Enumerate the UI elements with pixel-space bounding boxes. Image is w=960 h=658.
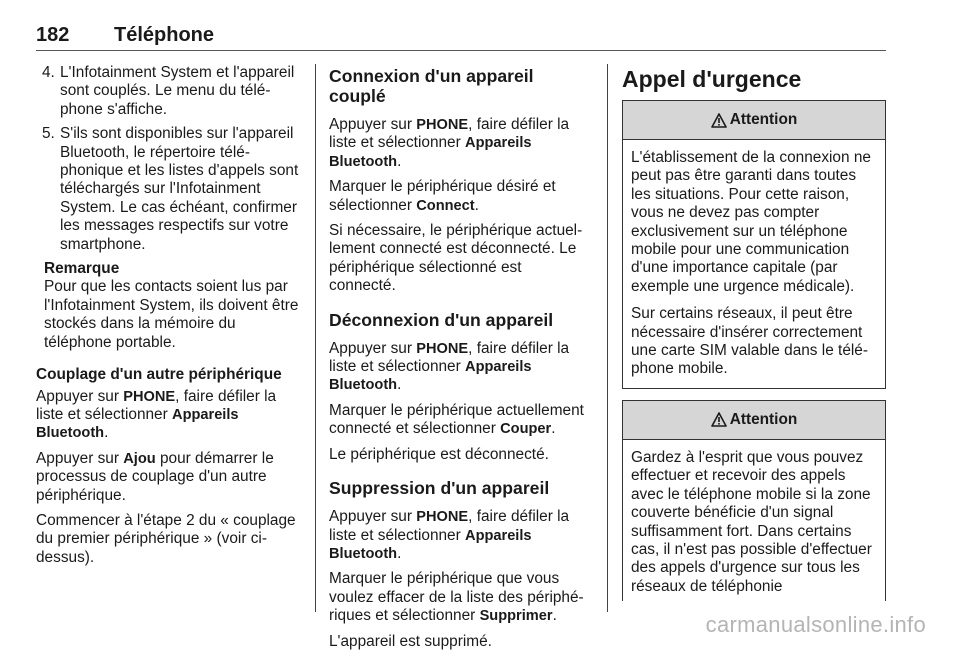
step-text: L'Infotainment System et l'appareil sont couplés. Le menu du téléphone s'affiche. [60,64,295,118]
paragraph: Commencer à l'étape 2 du « couplage du premier périphérique » (voir ci-dessus). [36,511,296,566]
watermark: carmanualsonline.info [705,612,926,637]
paragraph: Marquer le périphérique que vous voulez effacer de la liste des périphériques et sélectionner Supprimer. [329,570,584,625]
phone-key: PHONE [123,388,176,405]
paragraph: Marquer le périphérique désiré et sélectionner Connect. [329,178,556,214]
paragraph: Marquer le périphérique actuellement connecté et sélectionner Couper. [329,401,584,438]
paragraph: L'établissement de la connexion ne peut pas être garanti dans toutes les situations. Pour cette raison, vous ne devez pas compter exclusivement sur un téléphone mobile pour une communication d'une importance capitale (par exemple une urgence médicale). [631,149,871,295]
disconnect-key: Couper [500,421,552,438]
paragraph: Le périphérique est déconnecté. [329,445,549,463]
warning-body [623,140,885,379]
paragraph: Appuyer sur PHONE, faire défiler la liste et sélectionner Appareils Bluetooth. [329,116,570,170]
paragraph: Appuyer sur PHONE, faire défiler la liste et sélectionner Appareils Bluetooth. [329,339,570,394]
warning-title: Attention [729,110,798,128]
warning-box [622,100,886,389]
page-header [36,20,886,51]
heading-connect: Connexion d'un appareil couplé [329,66,534,106]
add-key: Ajou [123,450,156,467]
menu-item-bluetooth-devices: Appareils Bluetooth [329,527,532,562]
warning-box [622,400,886,601]
warning-title: Attention [729,410,798,428]
phone-key: PHONE [416,509,469,526]
phone-key: PHONE [416,117,469,133]
step-item [36,64,302,119]
heading-disconnect: Déconnexion d'un appareil [329,309,554,330]
menu-item-bluetooth-devices: Appareils Bluetooth [329,135,532,170]
menu-item-bluetooth-devices: Appareils Bluetooth [329,359,532,394]
menu-item-bluetooth-devices: Appareils Bluetooth [36,406,239,442]
warning-triangle-icon [711,412,727,427]
paragraph: Appuyer sur PHONE, faire défiler la liste et sélectionner Appareils Bluetooth. [329,508,570,562]
note-block [44,260,302,352]
column-middle [329,66,591,658]
column-right [622,66,886,611]
warning-header [623,401,885,440]
column-divider-1 [315,64,316,612]
section-title-emergency-call: Appel d'urgence [622,66,802,92]
connect-key: Connect [416,197,475,214]
paragraph: Appuyer sur Ajou pour démarrer le processus de couplage d'un autre périphérique. [36,449,274,504]
paragraph: L'appareil est supprimé. [329,632,492,650]
delete-key: Supprimer [479,608,553,625]
step-list [36,64,302,254]
note-title: Remarque [44,260,120,278]
paragraph: Si nécessaire, le périphérique actuellement connecté est déconnecté. Le périphérique sélectionné est connecté. [329,222,583,295]
subhead-pair-another: Couplage d'un autre périphérique [36,366,282,384]
paragraph: Appuyer sur PHONE, faire défiler la liste et sélectionner Appareils Bluetooth. [36,387,277,442]
step-text: S'ils sont disponibles sur l'appareil Bluetooth, le répertoire téléphonique et les listes d'appels sont téléchargés sur l'Infotainment System. Le cas échéant, confirmer les messages respectifs sur votre smartphone. [60,125,299,253]
column-left [36,64,302,574]
heading-delete: Suppression d'un appareil [329,478,550,499]
paragraph: Gardez à l'esprit que vous pouvez effectuer et recevoir des appels avec le téléphone mobile si la zone couverte bénéficie d'un signal suffisamment fort. Dans certains cas, il n'est pas possible d'effectuer des appels d'urgence sur tous les réseaux de téléphonie [631,448,872,595]
note-text: Pour que les contacts soient lus par l'Infotainment System, ils doivent être stockés dans la mémoire du téléphone portable. [44,278,299,351]
warning-body [623,440,885,596]
page-number: 182 [36,24,70,46]
step-number: 5. [42,125,55,143]
phone-key: PHONE [416,340,469,357]
step-item [36,125,302,254]
step-number: 4. [42,64,55,81]
warning-header [623,101,885,140]
column-divider-2 [607,64,608,612]
paragraph: Sur certains réseaux, il peut être nécessaire d'insérer correctement une carte SIM valable dans le téléphone mobile. [631,305,868,378]
page-title: Téléphone [114,24,215,46]
warning-triangle-icon [711,113,727,128]
